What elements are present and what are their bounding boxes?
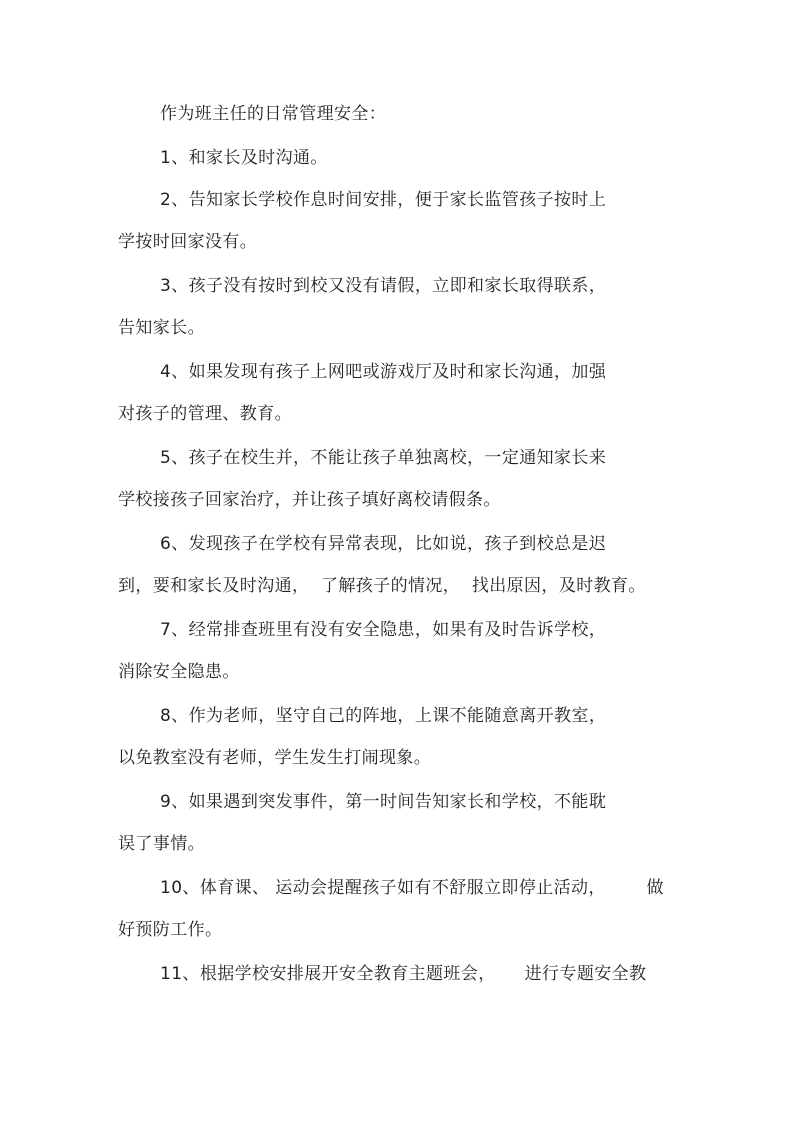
list-item-5-line2: 学校接孩子回家治疗，并让孩子填好离校请假条。 xyxy=(118,490,501,510)
list-item-7-line2: 消除安全隐患。 xyxy=(118,662,240,682)
list-item-5-line1: 5、孩子在校生并，不能让孩子单独离校，一定通知家长来 xyxy=(160,448,607,468)
list-item-9-line2: 误了事情。 xyxy=(118,834,205,854)
list-item-3-line2: 告知家长。 xyxy=(118,318,205,338)
list-item-8-line2: 以免教室没有老师，学生发生打闹现象。 xyxy=(118,748,432,768)
list-item-11-line1: 11、根据学校安排展开安全教育主题班会， 进行专题安全教 xyxy=(160,964,647,984)
list-item-9-line1: 9、如果遇到突发事件，第一时间告知家长和学校，不能耽 xyxy=(160,792,607,812)
document-heading: 作为班主任的日常管理安全： xyxy=(160,104,387,124)
list-item-10-line1: 10、体育课、 运动会提醒孩子如有不舒服立即停止活动， 做 xyxy=(160,878,664,898)
list-item-3-line1: 3、孩子没有按时到校又没有请假，立即和家长取得联系， xyxy=(160,276,607,296)
list-item-2-line1: 2、告知家长学校作息时间安排，便于家长监管孩子按时上 xyxy=(160,190,607,210)
list-item-2-line2: 学按时回家没有。 xyxy=(118,232,258,252)
list-item-6-line1: 6、发现孩子在学校有异常表现，比如说，孩子到校总是迟 xyxy=(160,534,607,554)
list-item-7-line1: 7、经常排查班里有没有安全隐患，如果有及时告诉学校， xyxy=(160,620,607,640)
list-item-6-line2: 到，要和家长及时沟通， 了解孩子的情况， 找出原因，及时教育。 xyxy=(118,576,646,596)
list-item-1-line1: 1、和家长及时沟通。 xyxy=(160,148,328,168)
list-item-8-line1: 8、作为老师，坚守自己的阵地，上课不能随意离开教室， xyxy=(160,706,607,726)
list-item-4-line2: 对孩子的管理、教育。 xyxy=(118,404,292,424)
list-item-4-line1: 4、如果发现有孩子上网吧或游戏厅及时和家长沟通，加强 xyxy=(160,362,607,382)
list-item-10-line2: 好预防工作。 xyxy=(118,920,223,940)
